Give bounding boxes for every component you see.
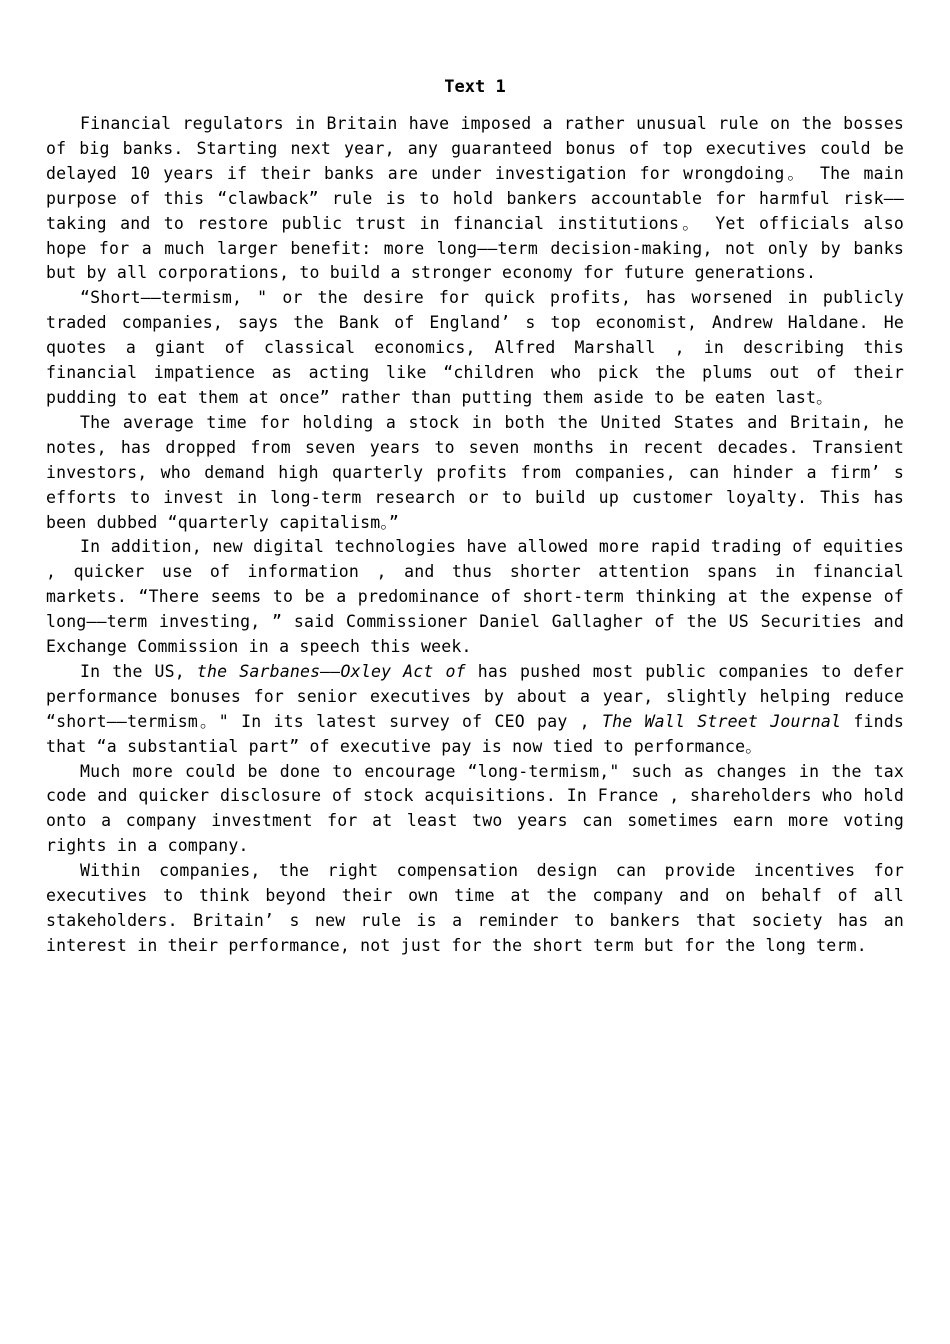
paragraph-2 [46,286,904,411]
paragraph-text: Much more could be done to encourage “long-termism," such as changes in the tax code and quicker disclosure of stock acquisitions. In France , shareholders who hold onto a company investment for at least two years can sometimes earn more voting rights in a company. [46,761,904,856]
paragraph-text: Financial regulators in Britain have imposed a rather unusual rule on the bosses of big banks. Starting next year, any guaranteed bonus of top executives could be delayed 10 years if their banks are under investigation for wrongdoing。 The main purpose of this “clawback” rule is to hold bankers accountable for harmful risk——taking and to restore public trust in financial institutions。 Yet officials also hope for a much larger benefit: more long——term decision-making, not only by banks but by all corporations, to build a stronger economy for future generations. [46,114,904,283]
paragraph-6 [46,760,904,860]
document-title: Text 1 [444,77,506,97]
paragraph-7 [46,859,904,959]
document-page [46,74,904,959]
paragraph-text: In the US, [80,661,197,681]
paragraph-text: The average time for holding a stock in both the United States and Britain, he notes, has dropped from seven years to seven months in recent decades. Transient investors, who demand high quarterly profits from companies, can hinder a firm’ s efforts to invest in long-term research or to build up customer loyalty. This has been dubbed “quarterly capitalism。” [46,412,904,532]
paragraph-4 [46,535,904,660]
paragraph-text: In addition, new digital technologies have allowed more rapid trading of equities , quicker use of information , and thus shorter attention spans in financial markets. “There seems to be a predominance of short-term thinking at the expense of long——term investing, ” said Commissioner Daniel Gallagher of the US Securities and Exchange Commission in a speech this week. [46,537,904,657]
paragraph-text: “Short——termism, " or the desire for quick profits, has worsened in publicly traded companies, says the Bank of England’ s top economist, Andrew Haldane. He quotes a giant of classical economics, Alfred Marshall , in describing this financial impatience as acting like “children who pick the plums out of their pudding to eat them at once” rather than putting them aside to be eaten last。 [46,288,904,407]
publication-name-italic: The Wall Street Journal [601,711,842,731]
paragraph-3 [46,411,904,536]
paragraph-1 [46,112,904,286]
paragraph-text: finds that “a substantial part” of executive pay is now tied to performance。 [46,711,904,756]
act-name-italic: the Sarbanes——Oxley Act of [196,661,466,681]
paragraph-text: has pushed most public companies to defer performance bonuses for senior executives by about a year, slightly helping reduce “short——termism。" In its latest survey of CEO pay , [46,661,904,731]
paragraph-5 [46,660,904,760]
paragraph-text: Within companies, the right compensation design can provide incentives for executives to think beyond their own time at the company and on behalf of all stakeholders. Britain’ s new rule is a reminder to bankers that society has an interest in their performance, not just for the short term but for the long term. [46,861,904,955]
